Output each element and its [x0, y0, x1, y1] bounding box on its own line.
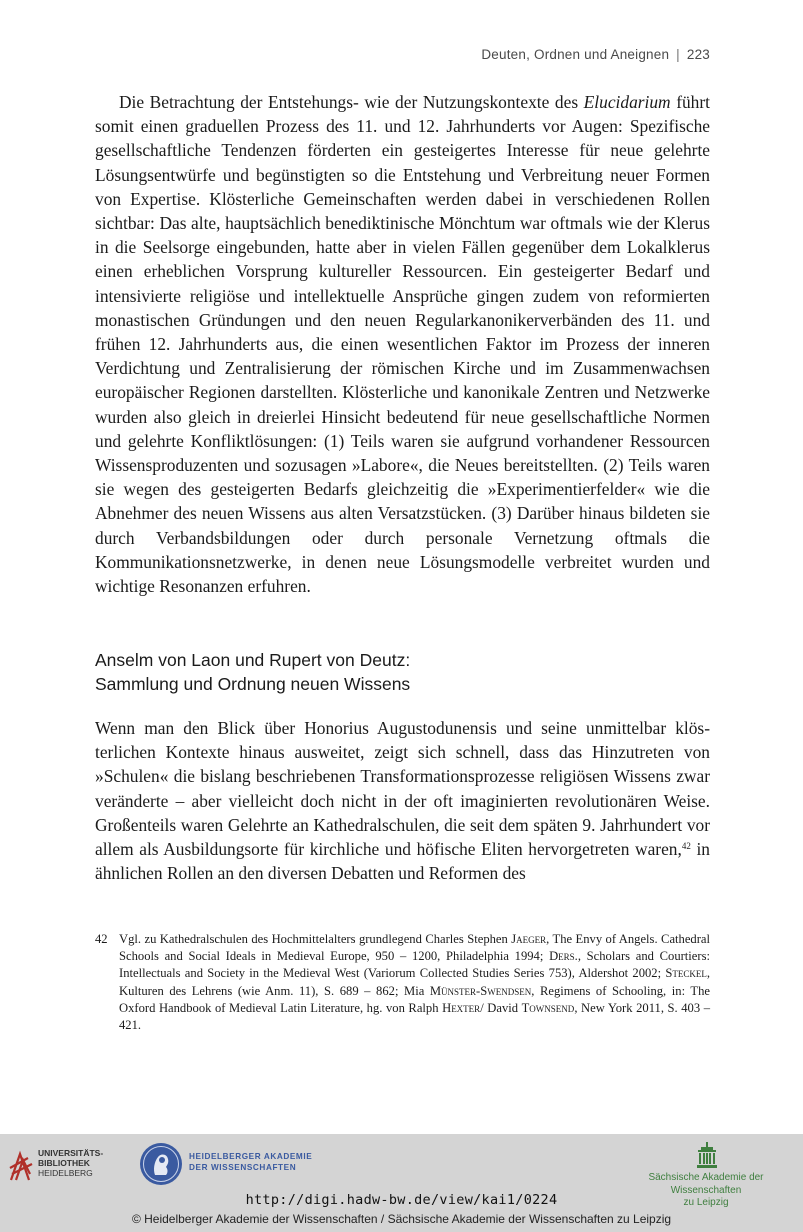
saw-logo-text: Sächsische Akademie der Wissenschaften zu Leipzig: [648, 1172, 764, 1208]
section-heading-line-2: Sammlung und Ordnung neuen Wissens: [95, 674, 411, 694]
running-head: [481, 47, 710, 62]
footnote: [95, 931, 710, 1034]
footnote-text: Vgl. zu Kathedralschulen des Hochmittelalters grundlegend Charles Stephen Jaeger, The Envy of Angels. Cathedral Schools and Social Ideals in Medieval Europe, 950 – 1200, Philadelphia 1994; Ders., Scholars and Courtiers: Intellectuals and Society in the Medieval West (Variorum Collected Studies Series 753), Aldershot 2002; Steckel, Kulturen des Lehrens (wie Anm. 11), S. 689 – 862; Mia Münster-Swendsen, Regimens of Schooling, in: The Oxford Handbook of Medieval Latin Literature, hg. von Ralph Hexter/ David Townsend, New York 2011, S. 403 – 421.: [119, 932, 711, 1033]
paragraph-text: führt somit einen graduellen Prozess des 11. und 12. Jahrhunderts vor Augen: Spezifische gesellschaftliche Tendenzen förderten ein gesteigertes Interesse für neue gelehrte Lösungsentwürfe und begünstigten so die Entstehung und Verbreitung neuer Formen von Expertise. Klösterliche Gemeinschaften werden dabei in verschiedenen Rollen sichtbar: Das alte, hauptsächlich benediktinische Mönchtum war oftmals wie der Klerus in die Seelsorge eingebunden, hatte aber in vielen Fällen gegenüber dem Lokalklerus einen erheblichen Vorsprung kultureller Ressourcen. Ein gesteigerter Bedarf und intensivierte religiöse und intellektuelle Ansprüche gingen zudem von reformierten monastischen Gründungen und den neuen Regularkanonikerverbänden des 11. und frühen 12. Jahrhunderts aus, die einen wesentlichen Faktor im Prozess der inneren Verdichtung und Zentralisierung der römischen Kirche und im Zusammenwachsen europäischer Regionen darstellten. Klösterliche und kanonikale Zentren und Netzwerke wurden also gleich in dreierlei Hinsicht bedeutend für neue gesellschaftliche Normen und gelehrte Konfliktlösungen: (1) Teils waren sie aufgrund vorhandener Ressourcen Wissensproduzenten und sozusagen »Labore«, die Neues bereitstellten. (2) Teils waren sie wegen des gesteigerten Bedarfs gleichzeitig die »Experimentierfelder« wie die Abnehmer des neuen Wissens aus alten Versatzstücken. (3) Darüber hinaus bildeten sie durch Verbandsbildungen oder durch personale Vernetzung oftmals die Kommunikationsnetzwerke, in denen neue Lösungsmodelle verbreitet wurden und wichtige Resonanzen erfuhren.: [95, 92, 710, 597]
running-head-title: Deuten, Ordnen und Aneignen: [481, 47, 670, 62]
running-head-separator: |: [676, 47, 680, 62]
hadw-seal-icon[interactable]: [139, 1142, 183, 1186]
permalink-url[interactable]: http://digi.hadw-bw.de/view/kai1/0224: [245, 1192, 558, 1208]
footnote-reference[interactable]: 42: [681, 841, 691, 852]
body-paragraph-1: [95, 90, 710, 598]
saw-building-icon[interactable]: [697, 1142, 717, 1168]
italic-title: Elucidarium: [583, 92, 671, 112]
section-heading-line-1: Anselm von Laon und Rupert von Deutz:: [95, 650, 411, 670]
hadw-logo-text: HEIDELBERGER AKADEMIE DER WISSENSCHAFTEN: [189, 1152, 313, 1172]
footnote-number: 42: [95, 932, 108, 946]
page-number: 223: [686, 47, 710, 62]
ub-heidelberg-logo-text: UNIVERSITÄTS- BIBLIOTHEK HEIDELBERG: [38, 1148, 104, 1178]
paragraph-text: Die Betrachtung der Entstehungs- wie der Nutzungskontexte des: [119, 92, 584, 112]
copyright-notice: © Heidelberger Akademie der Wissenschaften / Sächsische Akademie der Wissenschaften zu Leipzig: [131, 1212, 672, 1226]
body-paragraph-2: [95, 716, 710, 885]
paragraph-text: Wenn man den Blick über Honorius Augustodunensis und seine unmittelbar klösterlichen Kontexte hinaus ausweitet, zeigt sich schnell, dass das Hinzutreten von »Schulen« die bislang beschriebenen Transformationsprozesse religiösen Wissens zwar veränderte – aber vielleicht doch nicht in der oft imaginierten revolutionären Weise. Großenteils waren Gelehrte an Kathedralschulen, die seit dem späten 9. Jahrhundert vor allem als Ausbildungsorte für kirchliche und höfische Eliten hervorgetreten waren,: [95, 718, 710, 860]
section-heading: [95, 648, 710, 696]
paragraph-text: in ähnlichen Rollen an den diversen Debatten und Reformen des: [95, 839, 710, 884]
